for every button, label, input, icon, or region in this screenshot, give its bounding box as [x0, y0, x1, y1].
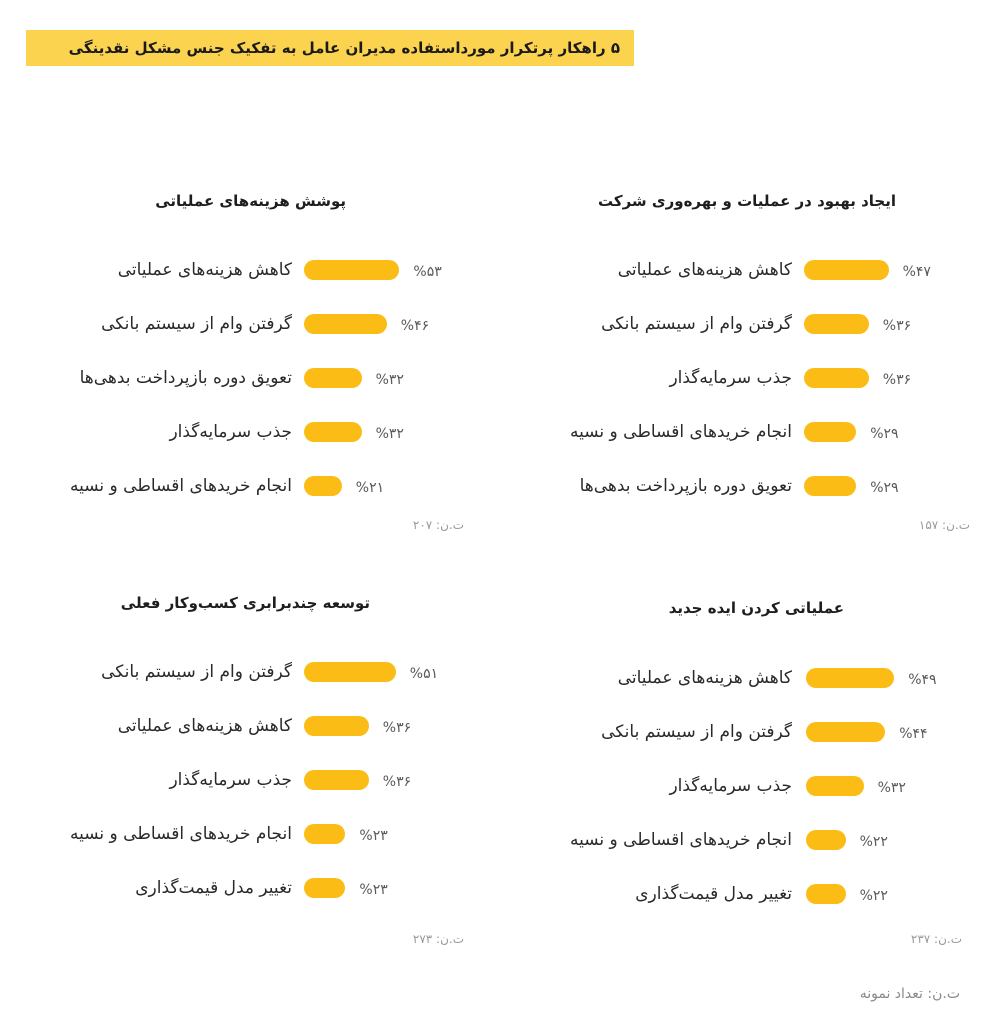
value-label: %۳۲	[877, 780, 906, 796]
sample-size-label: ت.ن: ۲۰۷	[412, 518, 464, 532]
category-label: جذب سرمایه‌گذار	[169, 422, 292, 442]
value-label: %۲۲	[859, 888, 888, 904]
bar	[304, 422, 362, 442]
category-label: کاهش هزینه‌های عملیاتی	[617, 668, 792, 688]
bar	[804, 314, 869, 334]
value-label: %۵۱	[409, 666, 439, 682]
bar	[804, 368, 869, 388]
category-label: گرفتن وام از سیستم بانکی	[101, 314, 292, 334]
panel-title: پوشش هزینه‌های عملیاتی	[155, 192, 346, 210]
panel-title: ایجاد بهبود در عملیات و بهره‌وری شرکت	[597, 192, 896, 210]
bar	[304, 824, 345, 844]
value-label: %۳۶	[382, 720, 412, 736]
value-label: %۴۹	[908, 672, 937, 688]
bar	[806, 722, 885, 742]
value-label: %۲۲	[859, 834, 888, 850]
bar	[304, 476, 342, 496]
chart-main-title: ۵ راهکار پرتکرار مورداستفاده مدیران عامل به تفکیک جنس مشکل نقدینگی	[26, 30, 634, 66]
value-label: %۳۲	[375, 426, 404, 442]
category-label: گرفتن وام از سیستم بانکی	[101, 662, 292, 682]
bar	[806, 668, 894, 688]
bar	[806, 776, 864, 796]
category-label: کاهش هزینه‌های عملیاتی	[117, 260, 292, 280]
value-label: %۳۶	[882, 318, 912, 334]
bar	[304, 770, 369, 790]
category-label: کاهش هزینه‌های عملیاتی	[617, 260, 792, 280]
value-label: %۴۴	[899, 726, 928, 742]
bar	[304, 716, 369, 736]
category-label: جذب سرمایه‌گذار	[669, 368, 792, 388]
value-label: %۲۹	[870, 480, 899, 496]
category-label: تغییر مدل قیمت‌گذاری	[635, 884, 792, 904]
bar	[804, 260, 889, 280]
sample-size-label: ت.ن: ۱۵۷	[918, 518, 970, 532]
panel-title: توسعه چندبرابری کسب‌وکار فعلی	[120, 594, 370, 612]
value-label: %۳۲	[375, 372, 404, 388]
bar	[806, 884, 846, 904]
bar	[304, 662, 396, 682]
value-label: %۳۶	[882, 372, 912, 388]
bar	[304, 314, 387, 334]
category-label: انجام خریدهای اقساطی و نسیه	[70, 824, 292, 844]
category-label: انجام خریدهای اقساطی و نسیه	[570, 422, 792, 442]
value-label: %۳۶	[382, 774, 412, 790]
value-label: %۵۳	[413, 264, 442, 280]
bar	[304, 260, 399, 280]
sample-size-label: ت.ن: ۲۳۷	[910, 932, 962, 946]
value-label: %۲۹	[870, 426, 899, 442]
category-label: تعویق دوره بازپرداخت بدهی‌ها	[79, 368, 292, 388]
panel-title: عملیاتی کردن ایده جدید	[668, 599, 844, 617]
footnote: ت.ن: تعداد نمونه	[859, 986, 960, 1002]
bar	[804, 422, 856, 442]
bar	[304, 878, 345, 898]
bar	[304, 368, 362, 388]
value-label: %۴۷	[902, 264, 931, 280]
category-label: جذب سرمایه‌گذار	[169, 770, 292, 790]
value-label: %۲۳	[359, 828, 388, 844]
bar	[804, 476, 856, 496]
bar	[806, 830, 846, 850]
category-label: تعویق دوره بازپرداخت بدهی‌ها	[579, 476, 792, 496]
category-label: انجام خریدهای اقساطی و نسیه	[70, 476, 292, 496]
sample-size-label: ت.ن: ۲۷۳	[412, 932, 464, 946]
value-label: %۴۶	[400, 318, 430, 334]
value-label: %۲۱	[355, 480, 385, 496]
value-label: %۲۳	[359, 882, 388, 898]
category-label: گرفتن وام از سیستم بانکی	[601, 314, 792, 334]
category-label: انجام خریدهای اقساطی و نسیه	[570, 830, 792, 850]
category-label: تغییر مدل قیمت‌گذاری	[135, 878, 292, 898]
category-label: کاهش هزینه‌های عملیاتی	[117, 716, 292, 736]
category-label: جذب سرمایه‌گذار	[669, 776, 792, 796]
category-label: گرفتن وام از سیستم بانکی	[601, 722, 792, 742]
